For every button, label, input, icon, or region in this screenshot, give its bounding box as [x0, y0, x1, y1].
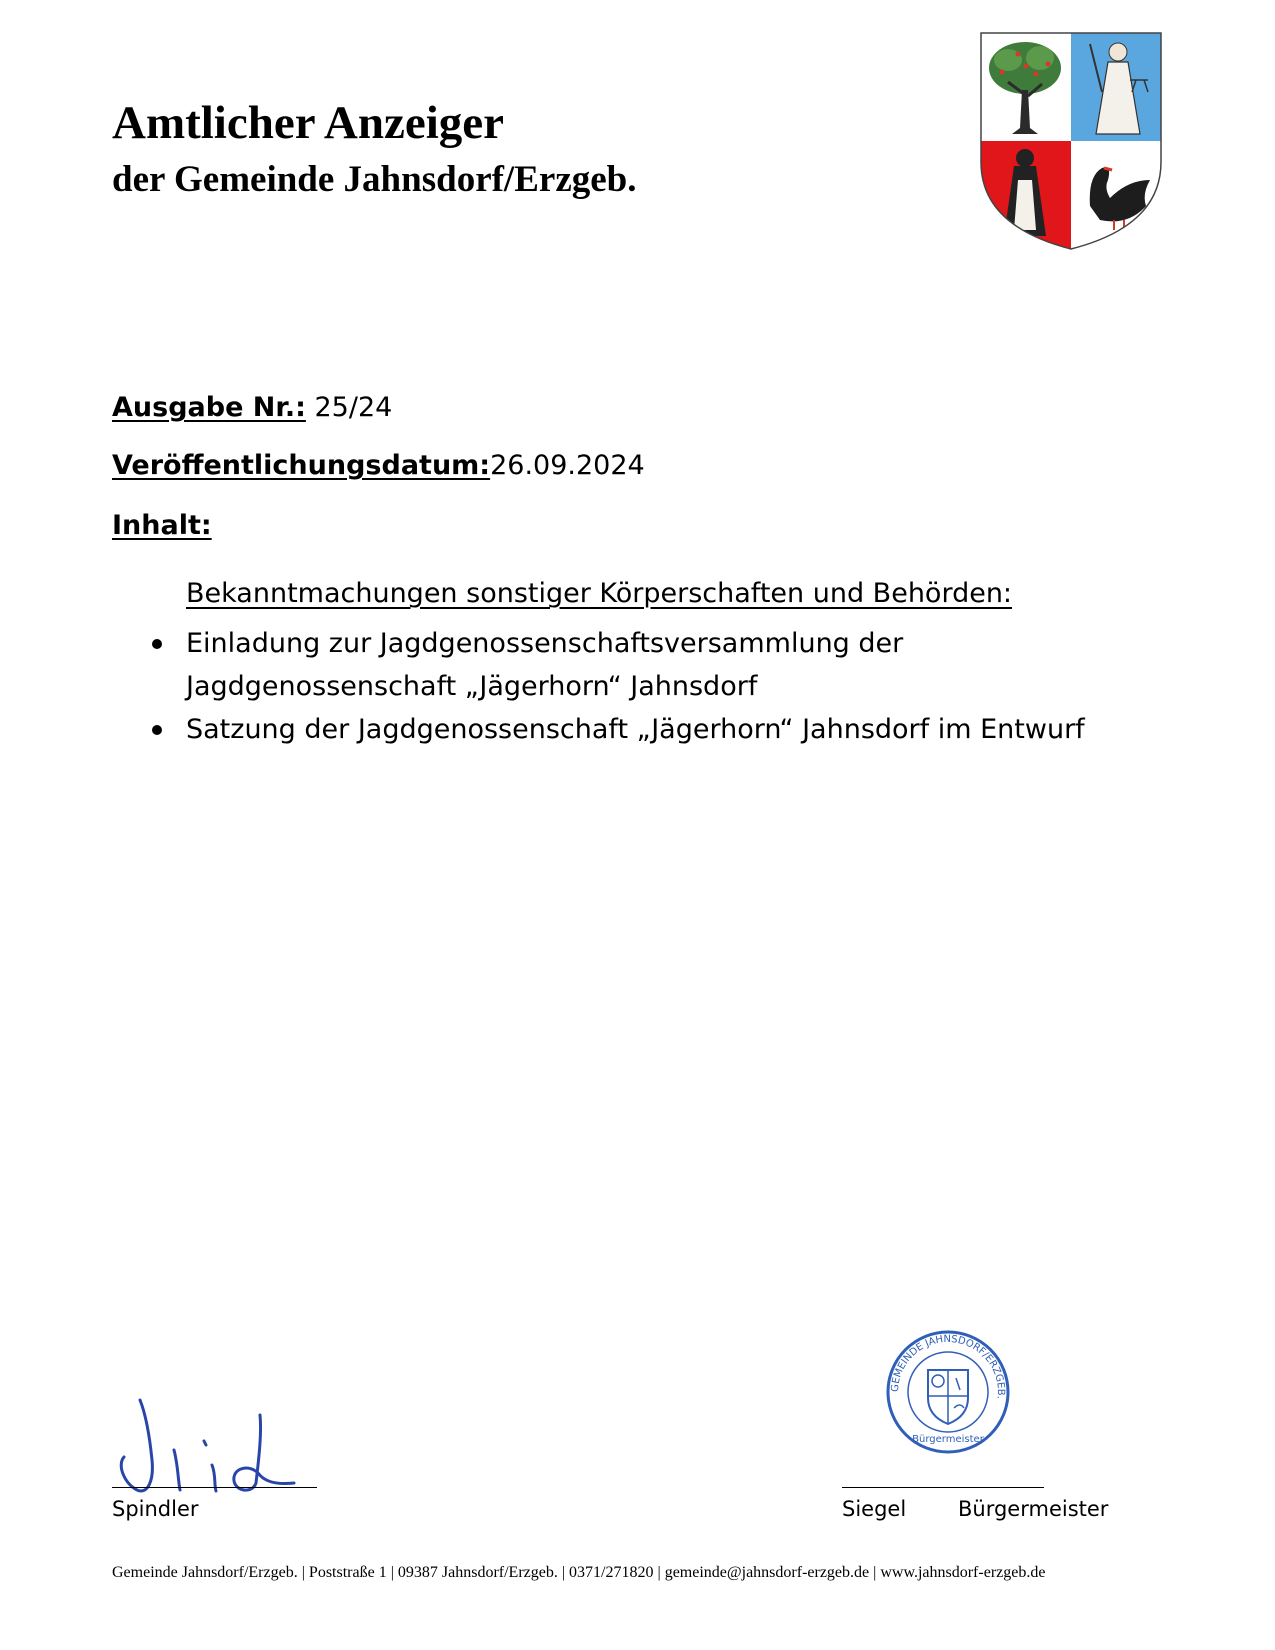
- document-subtitle: der Gemeinde Jahnsdorf/Erzgeb.: [112, 159, 637, 200]
- contents-list: [152, 622, 1212, 751]
- coat-of-arms-icon: [978, 30, 1164, 252]
- page-footer: Gemeinde Jahnsdorf/Erzgeb. | Poststraße 1 | 09387 Jahnsdorf/Erzgeb. | 0371/271820 | gemeinde@jahnsdorf-erzgeb.de | www.jahnsdorf-erzgeb.de: [112, 1564, 1046, 1581]
- bullet-icon: [152, 639, 162, 649]
- signature-line-right: [842, 1487, 1044, 1488]
- publication-date-value: 26.09.2024: [490, 450, 645, 481]
- list-item: [152, 622, 926, 708]
- signatory-name: Spindler: [112, 1497, 199, 1521]
- bullet-icon: [152, 725, 162, 735]
- signature-icon: [112, 1395, 327, 1505]
- issue-number-label: Ausgabe Nr.:: [112, 392, 306, 423]
- seal-label: Siegel: [842, 1497, 907, 1521]
- municipal-seal-icon: [884, 1328, 1012, 1456]
- section-heading: Bekanntmachungen sonstiger Körperschaften und Behörden:: [186, 578, 1013, 609]
- contents-heading-line: [112, 510, 212, 542]
- publication-date-line: [112, 450, 645, 482]
- issue-number-value: 25/24: [314, 392, 393, 423]
- contents-heading: Inhalt:: [112, 510, 212, 541]
- list-item-text: Satzung der Jagdgenossenschaft „Jägerhorn“ Jahnsdorf im Entwurf: [186, 714, 1085, 745]
- list-item: [152, 708, 1212, 751]
- document-title: Amtlicher Anzeiger: [112, 97, 504, 149]
- list-item-text: Einladung zur Jagdgenossenschaftsversammlung der Jagdgenossenschaft „Jägerhorn“ Jahnsdorf: [186, 628, 904, 702]
- publication-date-label: Veröffentlichungsdatum:: [112, 450, 491, 481]
- mayor-label: Bürgermeister: [958, 1497, 1109, 1521]
- seal-subtext: Bürgermeister: [912, 1434, 984, 1445]
- signature-line-left: [112, 1487, 317, 1488]
- seal-text: GEMEINDE JAHNSDORF/ERZGEB.: [889, 1333, 1007, 1400]
- issue-number-line: [112, 392, 392, 424]
